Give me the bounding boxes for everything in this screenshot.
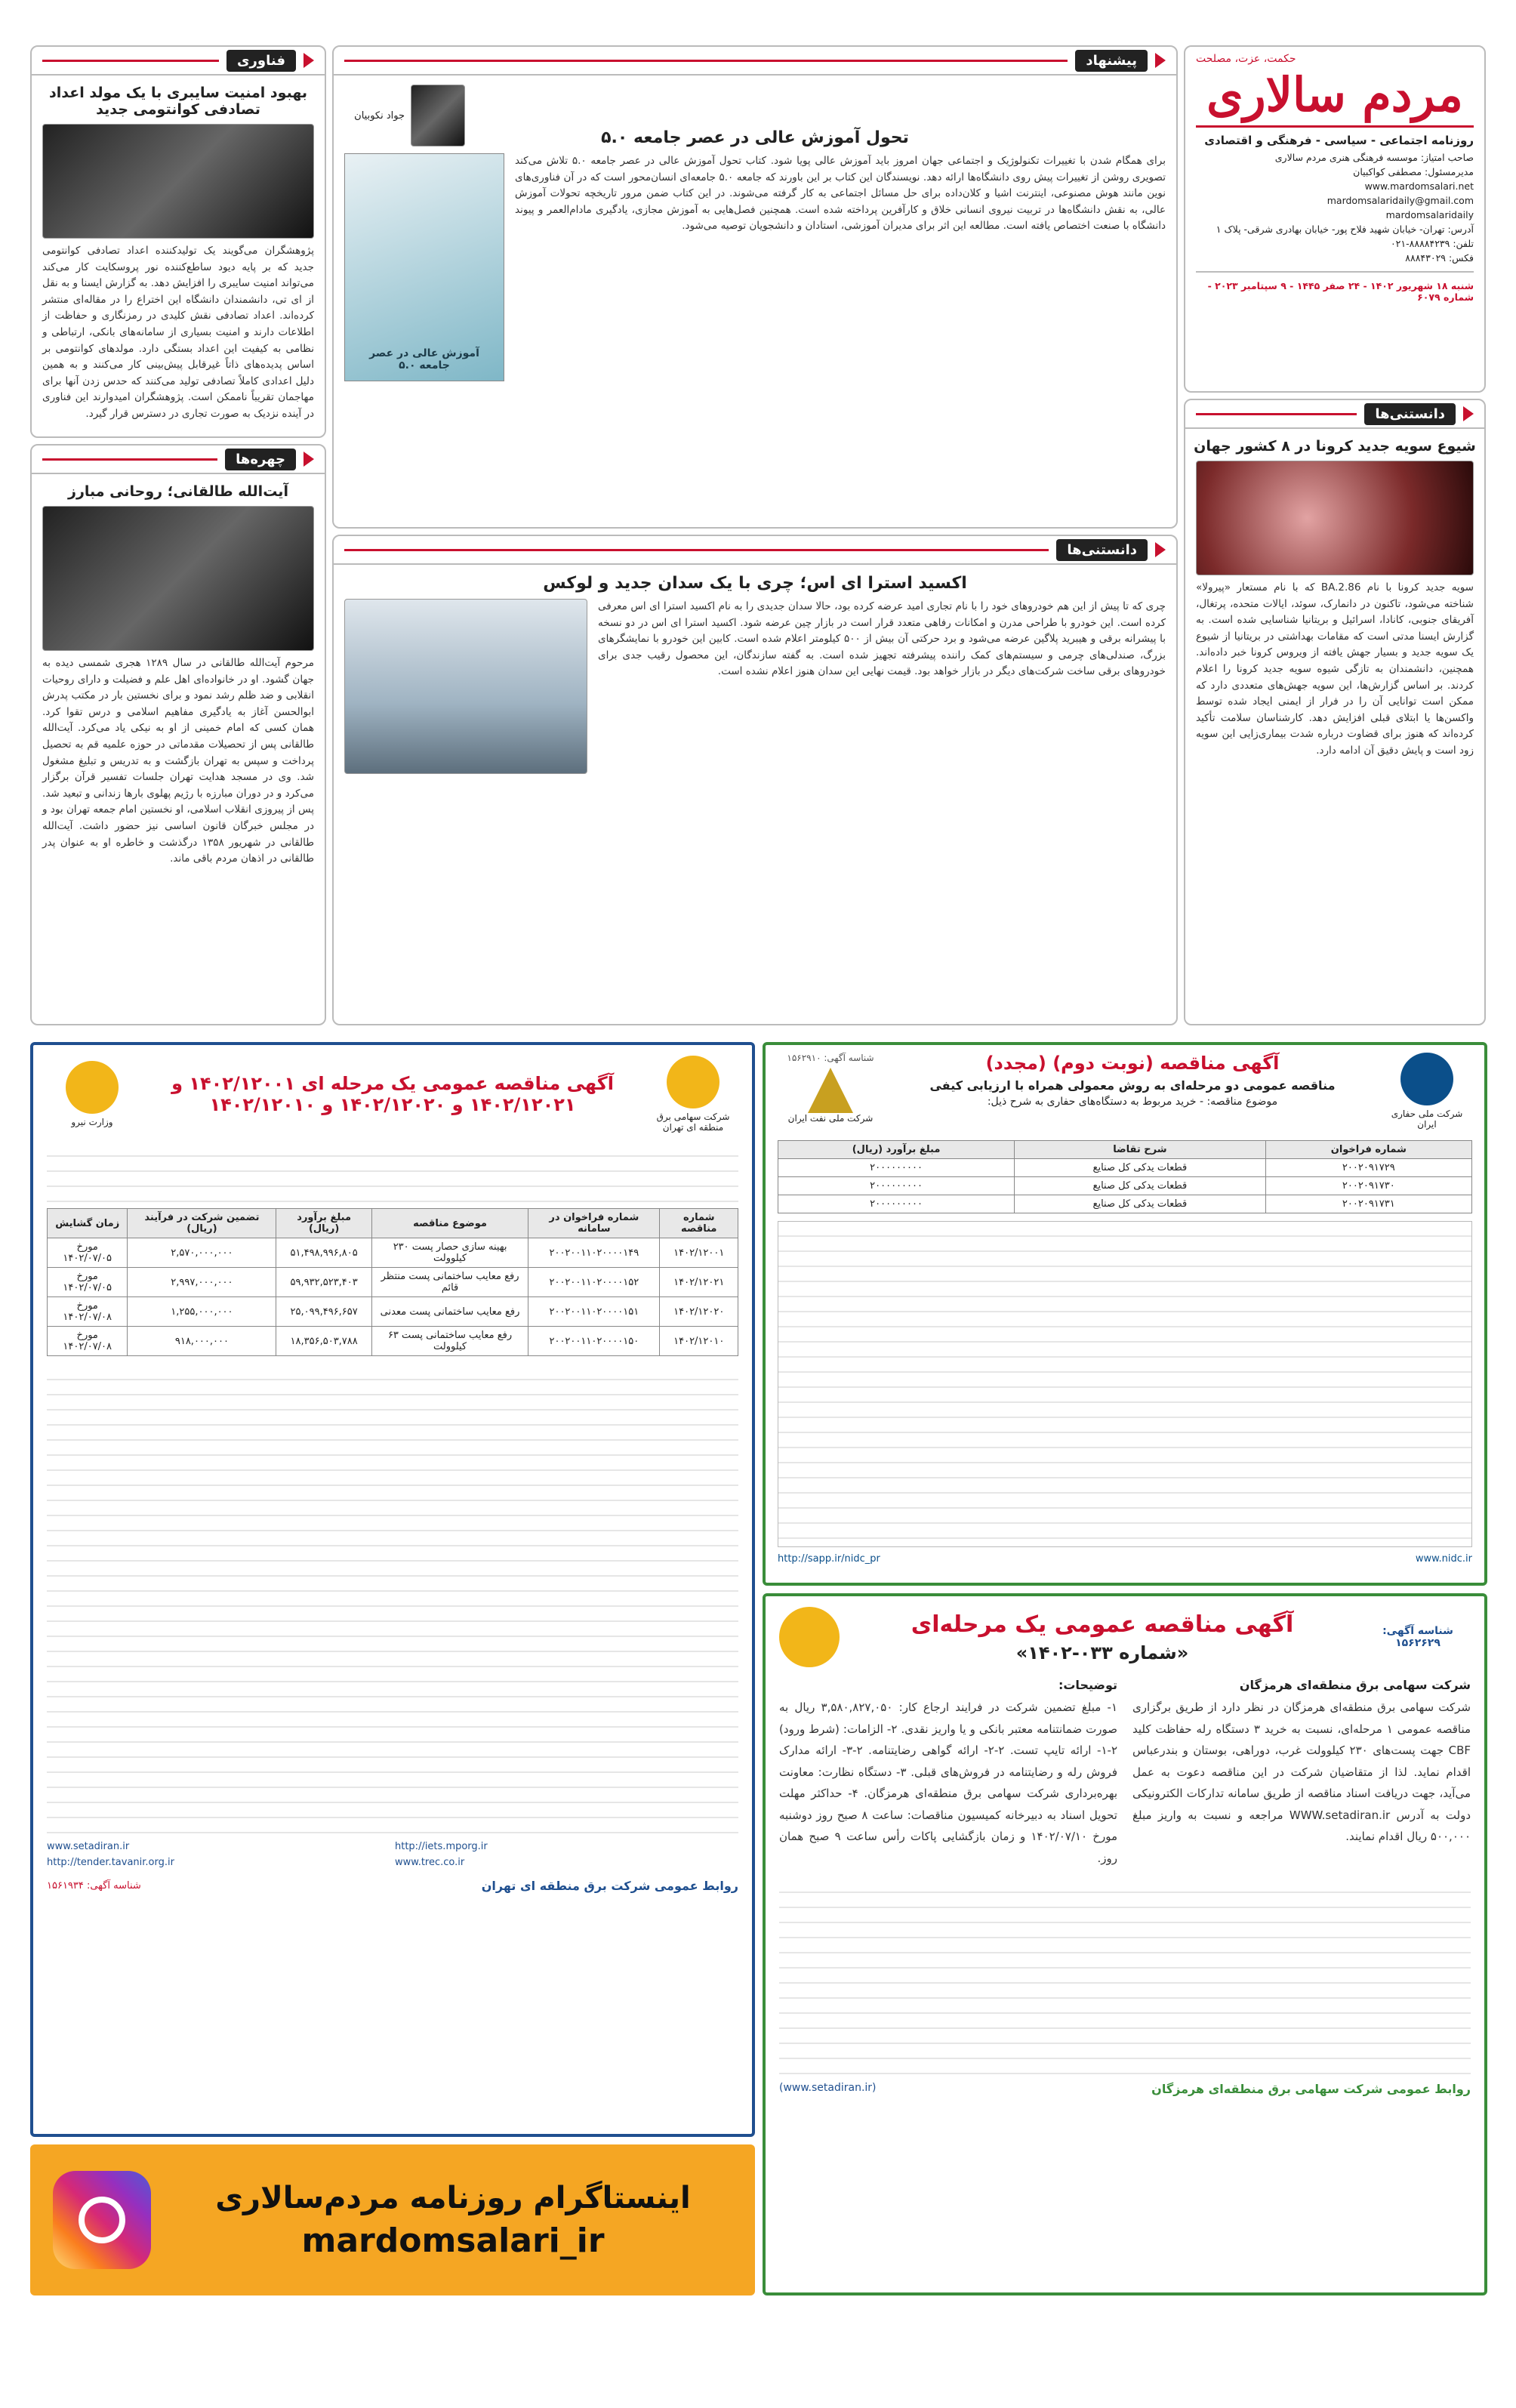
ad-link[interactable]: http://sapp.ir/nidc_pr (778, 1553, 880, 1565)
virus-photo (1196, 461, 1474, 575)
instagram-icon (53, 2171, 151, 2269)
article-title: تحول آموزش عالی در عصر جامعه ۵.۰ (601, 128, 909, 147)
corona-section (1184, 399, 1486, 1025)
suggest-section (332, 45, 1178, 529)
ad-link[interactable]: (www.setadiran.ir) (779, 2082, 877, 2094)
notice-number: شناسه آگهی: ۱۵۶۱۹۳۴ (47, 1880, 141, 1892)
ad-conditions (47, 1365, 738, 1833)
notice-number: شناسه آگهی: ۱۵۶۲۹۱۰ (787, 1053, 874, 1063)
section-title: دانستنی‌ها (1056, 539, 1148, 561)
ad-subtitle: مناقصه عمومی دو مرحله‌ای به روش معمولی همراه با ارزیابی کیفی (929, 1078, 1336, 1093)
electric-logo-icon (667, 1056, 719, 1108)
masthead-tagline: حکمت، عزت، مصلحت (1196, 53, 1296, 65)
section-title: چهره‌ها (225, 449, 296, 470)
section-arrow-icon (304, 452, 314, 467)
article-body: برای همگام شدن با تغییرات تکنولوژیک و اجتماعی جهان امروز باید آموزش عالی پویا شود. کتاب تحول آموزش عالی در عصر جامعه ۵.۰ تلاش می‌کند تصویری روشن از تغییرات پیش روی دانشگاه‌ها ارائه دهد. نویسندگان این کتاب بر این باورند که جامعه ۵.۰ جامعه‌ای انسان‌محور است که در آن فناوری‌های نوین مانند هوش مصنوعی، اینترنت اشیا و کلان‌داده برای حل مسائل اجتماعی به کار گرفته می‌شوند. در این کتاب ضمن مرور تاریخچه تحولات آموزش عالی، به نقش دانشگاه‌ها در تربیت نیروی انسانی خلاق و کارآفرین پرداخته شده است. همچنین فصل‌هایی به آموزش مجازی، یادگیری مادام‌العمر و پیوند دانشگاه با صنعت اختصاص یافته است. مطالعه این اثر برای مدیران آموزشی، استادان و دانشجویان توصیه می‌شود. (515, 155, 1166, 233)
instagram-banner[interactable] (30, 2144, 755, 2295)
ministry-logo-icon (66, 1061, 119, 1114)
section-arrow-icon (1155, 53, 1166, 68)
ad-number: «شماره ۰۳۳-۱۴۰۲» (1015, 1642, 1189, 1663)
masthead-date: شنبه ۱۸ شهریور ۱۴۰۲ - ۲۴ صفر ۱۴۴۵ - ۹ سپتامبر ۲۰۲۳ - شماره ۶۰۷۹ (1207, 280, 1474, 303)
masthead-address: آدرس: تهران- خیابان شهید فلاح پور- خیابان بهادری شرقی- پلاک ۱ (1216, 224, 1474, 235)
car-photo (344, 599, 587, 774)
gas-tender-table (778, 1140, 1472, 1213)
article-body: پژوهشگران می‌گویند یک تولیدکننده اعداد تصادفی کوانتومی جدید که بر پایه دیود ساطع‌کننده نور پروسکایت کار می‌کند می‌تواند امنیت سایبری را افزایش دهد. به گزارش ایسنا و به نقل از ای‌ تی، دانشمندان دانشگاه این اختراع را در مقاله‌ای منتشر کرده‌اند. اعداد تصادفی نقش کلیدی در رمزنگاری و حفاظت از اطلاعات دارند و امنیت بسیاری از سامانه‌های بانکی، ارتباطی و نظامی به کیفیت این اعداد بستگی دارد. مولدهای کوانتومی بر اساس پدیده‌های ذاتاً غیرقابل پیش‌بینی کار می‌کنند و به همین دلیل اعدادی کاملاً تصادفی تولید می‌کنند که حدس زدن آنها برای مهاجمان تقریباً ناممکن است. پژوهشگران امیدوارند این فناوری در آینده نزدیک به صورت تجاری در دسترس قرار گیرد. (42, 245, 314, 420)
book-title: آموزش عالی در عصر جامعه ۵.۰ (369, 347, 479, 372)
ad-link[interactable]: www.setadiran.ir (47, 1841, 130, 1852)
masthead-site[interactable]: www.mardomsalari.net (1364, 180, 1474, 192)
col-header: مبلغ برآورد (ریال) (778, 1141, 1015, 1159)
section-title: دانستنی‌ها (1364, 403, 1456, 425)
company-logo-icon (1400, 1053, 1453, 1105)
ministry-name: وزارت نیرو (71, 1117, 113, 1127)
ad-intro (47, 1142, 738, 1202)
tehran-tender-table: شماره مناقصه شماره فراخوان در سامانه موضوع مناقصه مبلغ برآورد (ریال) تضمین شرکت در فرآیند (ریال) زمان گشایش ۱۴۰۲/۱۲۰۰۱ ۲۰۰۲۰۰۱۱۰۲۰۰۰۰۱۴۹ بهینه سازی حصار پست ۲۳۰ کیلوولت ۵۱,۴۹۸,۹۹۶,۸۰۵ ۲,۵۷۰,۰۰۰,۰۰۰ مورخ ۱۴۰۲/۰۷/۰۵ ۱۴۰۲/۱۲۰۲۱ ۲۰۰۲۰۰۱۱۰۲۰۰۰۰۱۵۲ رفع معایب ساختمانی پست منتظر قائم ۵۹,۹۳۲,۵۲۳,۴۰۳ ۲,۹۹۷,۰۰۰,۰۰۰ مورخ ۱۴۰۲/۰۷/۰۵ ۱۴۰۲/۱۲۰۲۰ ۲۰۰۲۰۰۱۱۰۲۰۰۰۰۱۵۱ رفع معایب ساختمانی پست معدنی ۲۵,۰۹۹,۴۹۶,۶۵۷ ۱,۲۵۵,۰۰۰,۰۰۰ مورخ ۱۴۰۲/۰۷/۰۸ ۱۴۰۲/۱۲۰۱۰ ۲۰۰۲۰۰۱۱۰۲۰۰۰۰۱۵۰ رفع معایب ساختمانی پست ۶۳ کیلوولت ۱۸,۳۵۶,۵۰۳,۷۸۸ ۹۱۸,۰۰۰,۰۰۰ مورخ ۱۴۰۲/۰۷/۰۸ (47, 1208, 738, 1356)
company-name-nioc: شرکت ملی نفت ایران (787, 1113, 874, 1124)
masthead-owner: صاحب امتیاز: موسسه فرهنگی هنری مردم سالاری (1274, 152, 1474, 163)
article-photo (42, 124, 314, 239)
ad-title: آگهی مناقصه عمومی یک مرحله ای ۱۴۰۲/۱۲۰۰۱ و ۱۴۰۲/۱۲۰۲۱ و ۱۴۰۲/۱۲۰۲۰ و ۱۴۰۲/۱۲۰۱۰ (171, 1073, 614, 1115)
masthead-fax: فکس: ۸۸۸۴۳۰۲۹ (1405, 252, 1474, 264)
nioc-logo-icon (808, 1068, 853, 1113)
col-header: شرح تقاضا (1015, 1141, 1266, 1159)
masthead (1184, 45, 1486, 393)
article-title: شیوع سویه جدید کرونا در ۸ کشور جهان (1194, 438, 1476, 455)
article-title: آیت‌الله طالقانی؛ روحانی مبارز (68, 483, 288, 500)
author-name: جواد نکوبیان (354, 109, 405, 122)
table-row: ۲۰۰۲۰۹۱۷۳۱ قطعات یدکی کل صنایع ۲۰۰۰۰۰۰۰۰۰ (778, 1195, 1472, 1213)
org-name: شرکت سهامی برق منطقه ای تهران (656, 1112, 730, 1133)
masthead-phone: تلفن: ۸۸۸۸۴۲۳۹-۰۲۱ (1390, 238, 1474, 249)
ad-body-right: شرکت سهامی برق منطقه‌ای هرمزگان در نظر دارد از طریق برگزاری مناقصه عمومی ۱ مرحله‌ای، نسبت به خرید ۳ دستگاه رله حفاظت کلید CBF جهت پست‌های ۲۳۰ کیلوولت غرب، دوراهی، بوستان و بندرعباس اقدام نماید. لذا از متقاضیان شرکت در این مناقصه دعوت به عمل می‌آید، جهت دریافت اسناد مناقصه از طریق سامانه تدارکات الکترونیکی دولت به آدرس WWW.setadiran.ir مراجعه و نسبت به واریز مبلغ ۵۰۰,۰۰۰ ریال اقدام نمایند. (1132, 1700, 1471, 1843)
electric-logo-icon (779, 1607, 840, 1667)
section-arrow-icon (1155, 542, 1166, 557)
section-title: فناوری (226, 50, 296, 72)
ad-title: آگهی مناقصه (نوبت دوم) (مجدد) (985, 1053, 1280, 1074)
ad-footer: روابط عمومی شرکت سهامی برق منطقه‌ای هرمزگان (1151, 2082, 1471, 2096)
article-title: بهبود امنیت سایبری با یک مولد اعداد تصادفی کوانتومی جدید (49, 85, 307, 118)
gas-tender-ad (763, 1042, 1487, 1586)
masthead-logo: مردم سالاری (1206, 67, 1463, 122)
ad-link[interactable]: http://iets.mporg.ir (395, 1841, 488, 1852)
ad-topic: موضوع مناقصه: - خرید مربوط به دستگاه‌های حفاری به شرح ذیل: (987, 1096, 1278, 1108)
article-title: اکسید استرا ای اس؛ چری با یک سدان جدید و لوکس (543, 574, 967, 593)
book-cover (344, 153, 504, 381)
instagram-handle[interactable]: mardomsalari_ir (301, 2221, 605, 2260)
table-row: ۲۰۰۲۰۹۱۷۲۹ قطعات یدکی کل صنایع ۲۰۰۰۰۰۰۰۰۰ (778, 1159, 1472, 1177)
ad-more-details (779, 1878, 1471, 2074)
hormozgan-tender-ad (763, 1593, 1487, 2295)
portrait-photo (42, 506, 314, 651)
article-body: چری که تا پیش از این هم خودروهای خود را با نام تجاری امید عرضه کرده بود، حالا سدان جدیدی را به نام اکسید استرا ای اس معرفی کرده است. این خودرو با طراحی مدرن و امکانات رفاهی متعدد قرار است در بازار چین عرضه شود. اکسید استرا ای اس در دو نسخه با پیشرانه برقی و هیبرید پلاگین عرضه می‌شود و برد حرکتی آن بیش از ۵۰۰ کیلومتر اعلام شده است. کابین این خودرو با نمایشگرهای بزرگ، صندلی‌های چرمی و سیستم‌های کمک راننده پیشرفته تجهیز شده است. به گفته سازندگان، این محصول رقیب جدی برای خودروهای برقی ساخت شرکت‌های دیگر در بازار خواهد بود. قیمت نهایی این سدان هنوز اعلام نشده است. (598, 600, 1166, 678)
table-row: ۱۴۰۲/۱۲۰۲۰ ۲۰۰۲۰۰۱۱۰۲۰۰۰۰۱۵۱ رفع معایب ساختمانی پست معدنی ۲۵,۰۹۹,۴۹۶,۶۵۷ ۱,۲۵۵,۰۰۰,۰۰۰ مورخ ۱۴۰۲/۰۷/۰۸ (48, 1297, 738, 1327)
tehran-tender-ad (30, 1042, 755, 2137)
table-row: ۲۰۰۲۰۹۱۷۳۰ قطعات یدکی کل صنایع ۲۰۰۰۰۰۰۰۰۰ (778, 1177, 1472, 1195)
car-section (332, 535, 1178, 1025)
masthead-manager: مدیرمسئول: مصطفی کواکبیان (1353, 166, 1474, 177)
article-body: مرحوم آیت‌الله طالقانی در سال ۱۲۸۹ هجری شمسی دیده به جهان گشود. او در خانواده‌ای اهل علم و فضیلت و دارای روحیات انقلابی و ضد ظلم رشد نمود و برای نخستین بار در مکتب پدرش ابوالحسن آغاز به یادگیری مفاهیم اسلامی و درس تقوا کرد. همان کسی که امام خمینی از او به نیکی یاد می‌کرد. آیت‌الله طالقانی پس از تحصیلات مقدماتی در حوزه علمیه قم به تحصیل پرداخت و سپس به تهران بازگشت و به تدریس و تبلیغ مشغول شد. وی در مسجد هدایت تهران جلسات تفسیر قرآن برگزار می‌کرد و در دوران مبارزه با رژیم پهلوی بارها زندانی و تبعید شد. پس از پیروزی انقلاب اسلامی، او نخستین امام جمعه تهران بود و در مجلس خبرگان قانون اساسی نیز حضور داشت. آیت‌الله طالقانی در شهریور ۱۳۵۸ درگذشت و خاطره او به عنوان پدر طالقانی در اذهان مردم باقی ماند. (42, 657, 314, 865)
col-header: شماره فراخوان (1265, 1141, 1471, 1159)
org-name: شرکت سهامی برق منطقه‌ای هرمزگان (1239, 1678, 1471, 1692)
masthead-email[interactable]: mardomsalaridaily@gmail.com (1326, 195, 1474, 206)
table-row: ۱۴۰۲/۱۲۰۰۱ ۲۰۰۲۰۰۱۱۰۲۰۰۰۰۱۴۹ بهینه سازی حصار پست ۲۳۰ کیلوولت ۵۱,۴۹۸,۹۹۶,۸۰۵ ۲,۵۷۰,۰۰۰,۰۰۰ مورخ ۱۴۰۲/۰۷/۰۵ (48, 1238, 738, 1268)
section-title: پیشنهاد (1075, 50, 1148, 72)
ad-details (778, 1221, 1472, 1547)
masthead-subtitle: روزنامه اجتماعی - سیاسی - فرهنگی و اقتصادی (1204, 134, 1474, 147)
notes-title: توضیحات: (1058, 1678, 1117, 1692)
notice-number: شناسه آگهی: ۱۵۶۲۶۲۹ (1382, 1625, 1453, 1649)
ad-link[interactable]: www.nidc.ir (1415, 1553, 1472, 1565)
table-row: ۱۴۰۲/۱۲۰۲۱ ۲۰۰۲۰۰۱۱۰۲۰۰۰۰۱۵۲ رفع معایب ساختمانی پست منتظر قائم ۵۹,۹۳۲,۵۲۳,۴۰۳ ۲,۹۹۷,۰۰۰,۰۰۰ مورخ ۱۴۰۲/۰۷/۰۵ (48, 1268, 738, 1297)
ad-body-left: ۱- مبلغ تضمین شرکت در فرایند ارجاع کار: ۳,۵۸۰,۸۲۷,۰۵۰ ریال به صورت ضمانتنامه معتبر بانکی و یا واریز نقدی. ۲- الزامات: (شرط ورود) ۲-۱- ارائه تایپ تست. ۲-۲- ارائه گواهی رضایتنامه. ۲-۳- ارائه مدارک فروش رله و رضایتنامه در فروش‌های قبلی. ۳- دستگاه نظارت: معاونت بهره‌برداری شرکت سهامی برق منطقه‌ای هرمزگان. ۴- حداکثر مهلت تحویل اسناد به دبیرخانه کمیسیون مناقصات: ساعت ۸ صبح روز دوشنبه مورخ ۱۴۰۲/۰۷/۱۰ و زمان بازگشایی پاکات رأس ساعت ۹ صبح همان روز. (779, 1700, 1118, 1865)
article-body: سویه جدید کرونا با نام BA.2.86 که با نام مستعار «پیرولا» شناخته می‌شود، تاکنون در دانمارک، سوئد، ایالات متحده، پرتغال، آفریقای جنوبی، کانادا، اسرائیل و بریتانیا شناسایی شده است. به گزارش ایسنا مدتی است که مقامات بهداشتی در بریتانیا از شیوع یک سویه جدید و بسیار جهش یافته از ویروس کرونا خبر داده‌اند. همچنین، دانشمندان به تازگی شیوه سویه جدید کرونا را اعلام کردند. بر اساس گزارش‌ها، این سویه جهش‌های متعددی دارد که ممکن است توانایی آن را در فرار از ایمنی ایجاد شده توسط واکسن‌ها یا ابتلای قبلی افزایش دهد. کارشناسان سلامت تأکید کرده‌اند که هنوز برای قضاوت درباره شدت بیماری‌زایی این سویه زود است و پایش دقیق آن ادامه دارد. (1196, 581, 1474, 757)
table-row: ۱۴۰۲/۱۲۰۱۰ ۲۰۰۲۰۰۱۱۰۲۰۰۰۰۱۵۰ رفع معایب ساختمانی پست ۶۳ کیلوولت ۱۸,۳۵۶,۵۰۳,۷۸۸ ۹۱۸,۰۰۰,۰۰۰ مورخ ۱۴۰۲/۰۷/۰۸ (48, 1327, 738, 1356)
ad-link[interactable]: http://tender.tavanir.org.ir (47, 1857, 174, 1868)
ad-footer: روابط عمومی شرکت برق منطقه ای تهران (481, 1879, 738, 1893)
instagram-line1: اینستاگرام روزنامه مردم‌سالاری (215, 2180, 691, 2215)
ad-link[interactable]: www.trec.co.ir (395, 1857, 465, 1868)
section-arrow-icon (304, 53, 314, 68)
ad-title: آگهی مناقصه عمومی یک مرحله‌ای (911, 1611, 1294, 1638)
company-name: شرکت ملی حفاری ایران (1391, 1108, 1463, 1130)
section-arrow-icon (1463, 406, 1474, 421)
masthead-instagram[interactable]: mardomsalaridaily (1385, 209, 1474, 220)
author-photo (411, 85, 465, 146)
faces-section (30, 444, 326, 1025)
tech-section (30, 45, 326, 438)
